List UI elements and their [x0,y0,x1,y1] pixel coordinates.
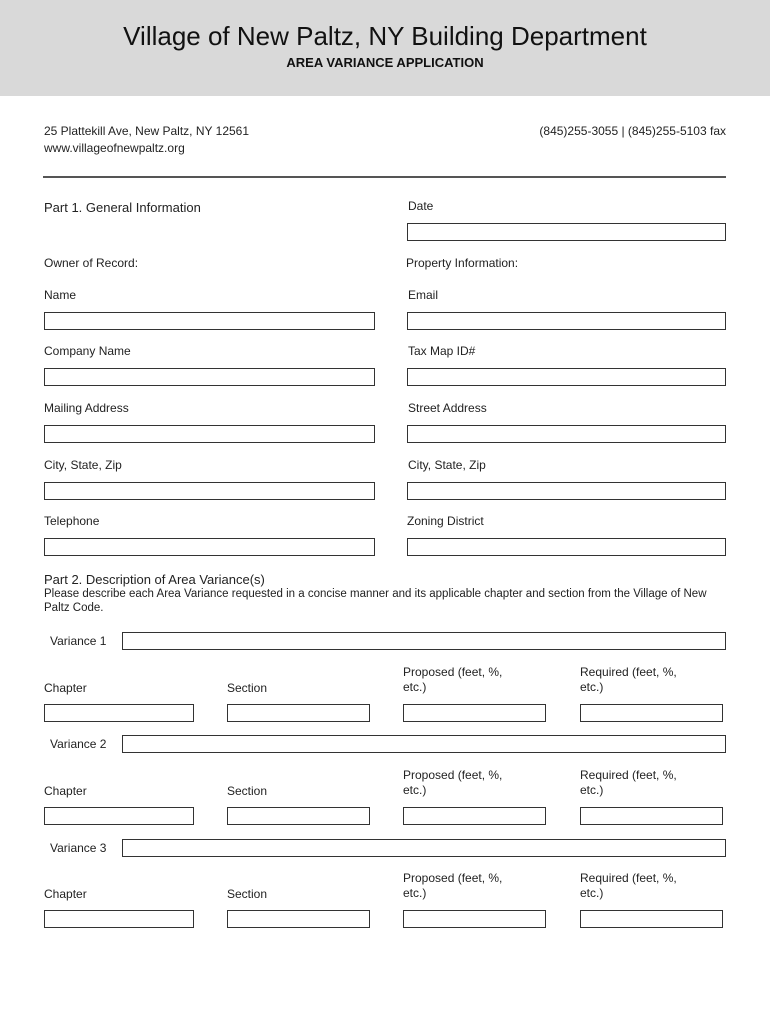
chapter-label: Chapter [44,887,87,901]
street-address-label: Street Address [408,401,487,415]
form-subtitle: AREA VARIANCE APPLICATION [286,55,484,70]
email-field[interactable] [407,312,726,330]
variance-2-proposed-field[interactable] [403,807,546,825]
section-label: Section [227,784,268,798]
variance-2-chapter-field[interactable] [44,807,194,825]
variance-3-section-field[interactable] [227,910,370,928]
section-label: Section [227,887,268,901]
owner-city-label: City, State, Zip [44,458,122,472]
property-heading: Property Information: [406,256,519,270]
company-name-label: Company Name [44,344,131,358]
office-address: 25 Plattekill Ave, New Paltz, NY 12561 [44,124,250,138]
variance-3-description-field[interactable] [122,839,726,857]
chapter-label: Chapter [44,784,87,798]
variance-2-required-field[interactable] [580,807,723,825]
variance-1-section-field[interactable] [227,704,370,722]
telephone-field[interactable] [44,538,375,556]
variance-label: Variance 2 [50,737,107,751]
property-city-field[interactable] [407,482,726,500]
zoning-district-field[interactable] [407,538,726,556]
proposed-label: Proposed (feet, %, etc.) [403,665,503,694]
divider [43,176,726,178]
part1-heading: Part 1. General Information [44,200,201,215]
tax-map-label: Tax Map ID# [408,344,476,358]
part2-description: Please describe each Area Variance requested in a concise manner and its applicable chapter and section from the Village of New Paltz Code. [44,588,707,614]
required-label: Required (feet, %, etc.) [580,871,677,900]
variance-1-chapter-field[interactable] [44,704,194,722]
zoning-district-label: Zoning District [407,514,484,528]
section-label: Section [227,681,268,695]
mailing-address-label: Mailing Address [44,401,129,415]
required-label: Required (feet, %, etc.) [580,768,677,797]
variance-3-required-field[interactable] [580,910,723,928]
variance-2-section-field[interactable] [227,807,370,825]
owner-city-field[interactable] [44,482,375,500]
company-name-field[interactable] [44,368,375,386]
name-label: Name [44,288,77,302]
proposed-label: Proposed (feet, %, etc.) [403,871,503,900]
variance-label: Variance 1 [50,634,107,648]
telephone-label: Telephone [44,514,100,528]
variance-1-description-field[interactable] [122,632,726,650]
owner-heading: Owner of Record: [44,256,139,270]
required-label: Required (feet, %, etc.) [580,665,677,694]
date-field[interactable] [407,223,726,241]
variance-2-description-field[interactable] [122,735,726,753]
property-city-label: City, State, Zip [408,458,486,472]
part2-heading: Part 2. Description of Area Variance(s) [44,572,265,587]
email-label: Email [408,288,439,302]
office-phone: (845)255-3055 | (845)255-5103 fax [539,124,726,138]
tax-map-field[interactable] [407,368,726,386]
proposed-label: Proposed (feet, %, etc.) [403,768,503,797]
variance-3-proposed-field[interactable] [403,910,546,928]
chapter-label: Chapter [44,681,87,695]
variance-label: Variance 3 [50,841,107,855]
page-title: Village of New Paltz, NY Building Department [123,21,647,51]
header-banner [0,0,770,96]
variance-1-proposed-field[interactable] [403,704,546,722]
office-website: www.villageofnewpaltz.org [44,141,185,155]
variance-3-chapter-field[interactable] [44,910,194,928]
variance-1-required-field[interactable] [580,704,723,722]
street-address-field[interactable] [407,425,726,443]
mailing-address-field[interactable] [44,425,375,443]
name-field[interactable] [44,312,375,330]
date-label: Date [408,199,434,213]
